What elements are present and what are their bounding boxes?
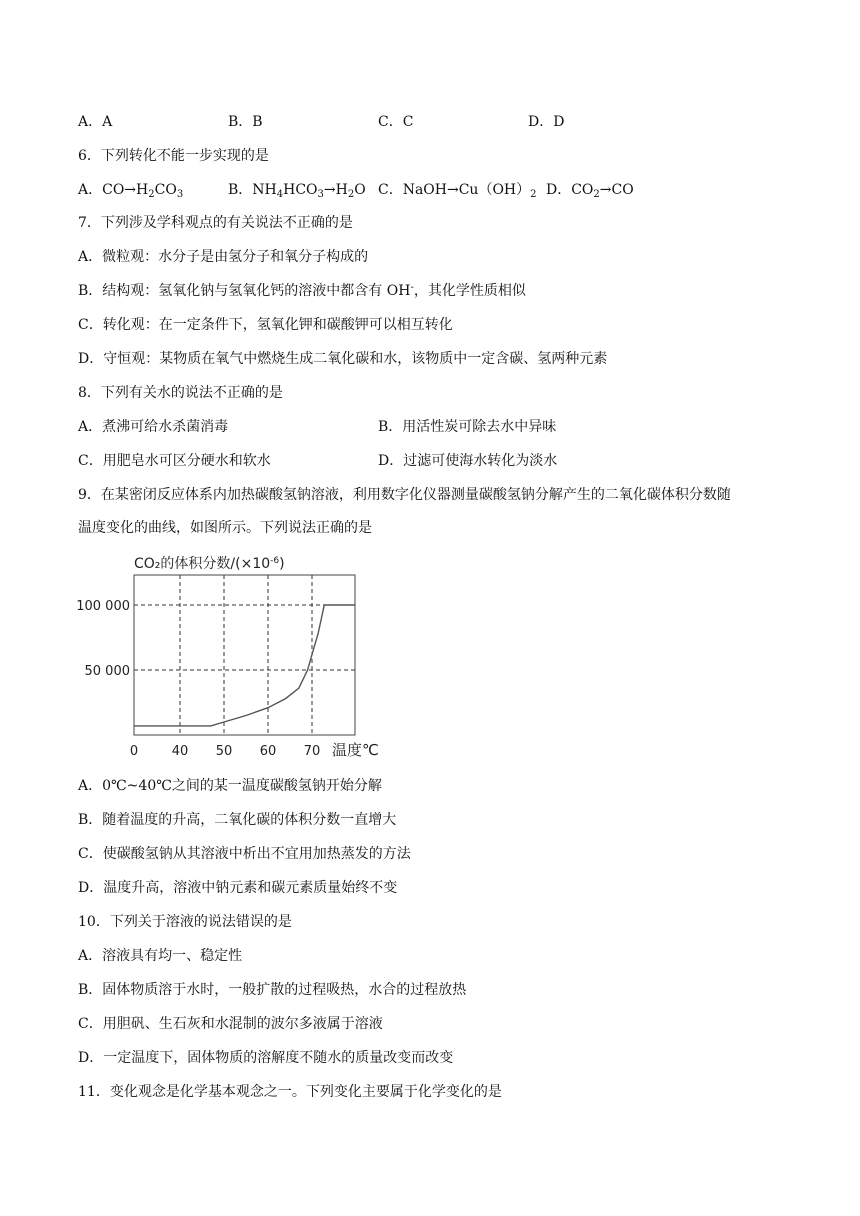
q10-option-a: A．溶液具有均一、稳定性 (78, 948, 243, 964)
q9-stem-line1: 9．在某密闭反应体系内加热碳酸氢钠溶液，利用数字化仪器测量碳酸氢钠分解产生的二氧化碳体积分数随 (78, 487, 731, 503)
chart-x-tick-label: 50 (215, 744, 233, 759)
q6-stem: 6．下列转化不能一步实现的是 (78, 148, 269, 164)
q9-option-b: B．随着温度的升高，二氧化碳的体积分数一直增大 (78, 812, 397, 828)
q7-option-a: A．微粒观：水分子是由氢分子和氧分子构成的 (78, 249, 369, 265)
q9-stem-line2: 温度变化的曲线，如图所示。下列说法正确的是 (78, 520, 372, 536)
q8-option-d: D．过滤可使海水转化为淡水 (378, 453, 558, 469)
q7-option-b-rest: ，其化学性质相似 (413, 283, 526, 299)
q10-option-c: C．用胆矾、生石灰和水混制的波尔多液属于溶液 (78, 1016, 383, 1032)
chart-ylabel-sup: -6 (270, 556, 280, 566)
chart-series-line (134, 605, 355, 726)
q9-option-a: A．0℃~40℃之间的某一温度碳酸氢钠开始分解 (78, 778, 382, 794)
q8-stem: 8．下列有关水的说法不正确的是 (78, 385, 283, 401)
chart-y-tick-label: 50 000 (84, 664, 130, 679)
chart-x-tick-label: 40 (171, 744, 189, 759)
q9-option-d: D．温度升高，溶液中钠元素和碳元素质量始终不变 (78, 880, 398, 896)
chart-x-tick-label: 70 (303, 744, 321, 759)
q7-stem: 7．下列涉及学科观点的有关说法不正确的是 (78, 215, 353, 231)
q6-option-c: C．$NaOH\to Cu(OH)_2$ (378, 182, 537, 200)
q8-option-b: B．用活性炭可除去水中异味 (378, 419, 557, 435)
q8-option-a: A．煮沸可给水杀菌消毒 (78, 419, 229, 435)
q6-option-a: A．$CO\to H_2CO_3$ (78, 182, 184, 200)
q5-option-d: D．D (528, 114, 565, 130)
chart-y-tick-label: 100 000 (76, 599, 130, 614)
chart-xlabel: 温度℃ (332, 741, 379, 759)
q7-option-b (78, 281, 526, 301)
chart-x-tick-label: 60 (259, 744, 277, 759)
chart-ylabel-end: ) (279, 556, 285, 572)
chart-ylabel: CO₂的体积分数$/(\times 10^{-6})$ (134, 556, 285, 572)
chart-grid (134, 575, 355, 735)
q7-option-b-text: B．结构观：氢氧化钠与氢氧化钙的溶液中都含有 OH (78, 283, 411, 299)
q9-option-c: C．使碳酸氢钠从其溶液中析出不宜用加热蒸发的方法 (78, 846, 411, 862)
q5-option-b: B．B (228, 114, 263, 130)
q10-stem: 10．下列关于溶液的说法错误的是 (78, 914, 292, 930)
q6-option-b: B．$NH_4HCO_3\to H_2O$ (228, 182, 366, 200)
chart-plot-frame (134, 575, 355, 735)
q8-option-c: C．用肥皂水可区分硬水和软水 (78, 453, 271, 469)
q7-option-d: D．守恒观：某物质在氧气中燃烧生成二氧化碳和水，该物质中一定含碳、氢两种元素 (78, 351, 608, 367)
q7-option-b-sup: - (410, 282, 414, 293)
q11-stem: 11．变化观念是化学基本观念之一。下列变化主要属于化学变化的是 (78, 1084, 502, 1100)
q5-option-c: C．C (378, 114, 414, 130)
q7-option-c: C．转化观：在一定条件下，氢氧化钾和碳酸钾可以相互转化 (78, 317, 453, 333)
q9-chart (72, 548, 379, 763)
q10-option-b: B．固体物质溶于水时，一般扩散的过程吸热，水合的过程放热 (78, 982, 467, 998)
q6-option-d: D．$CO_2\to CO$ (546, 182, 634, 200)
chart-x-tick-label: 0 (129, 744, 139, 759)
q5-option-a: A．A (78, 114, 113, 130)
chart-x-ticks (130, 744, 320, 759)
q10-option-d: D．一定温度下，固体物质的溶解度不随水的质量改变而改变 (78, 1050, 454, 1066)
chart-y-ticks (76, 599, 130, 679)
